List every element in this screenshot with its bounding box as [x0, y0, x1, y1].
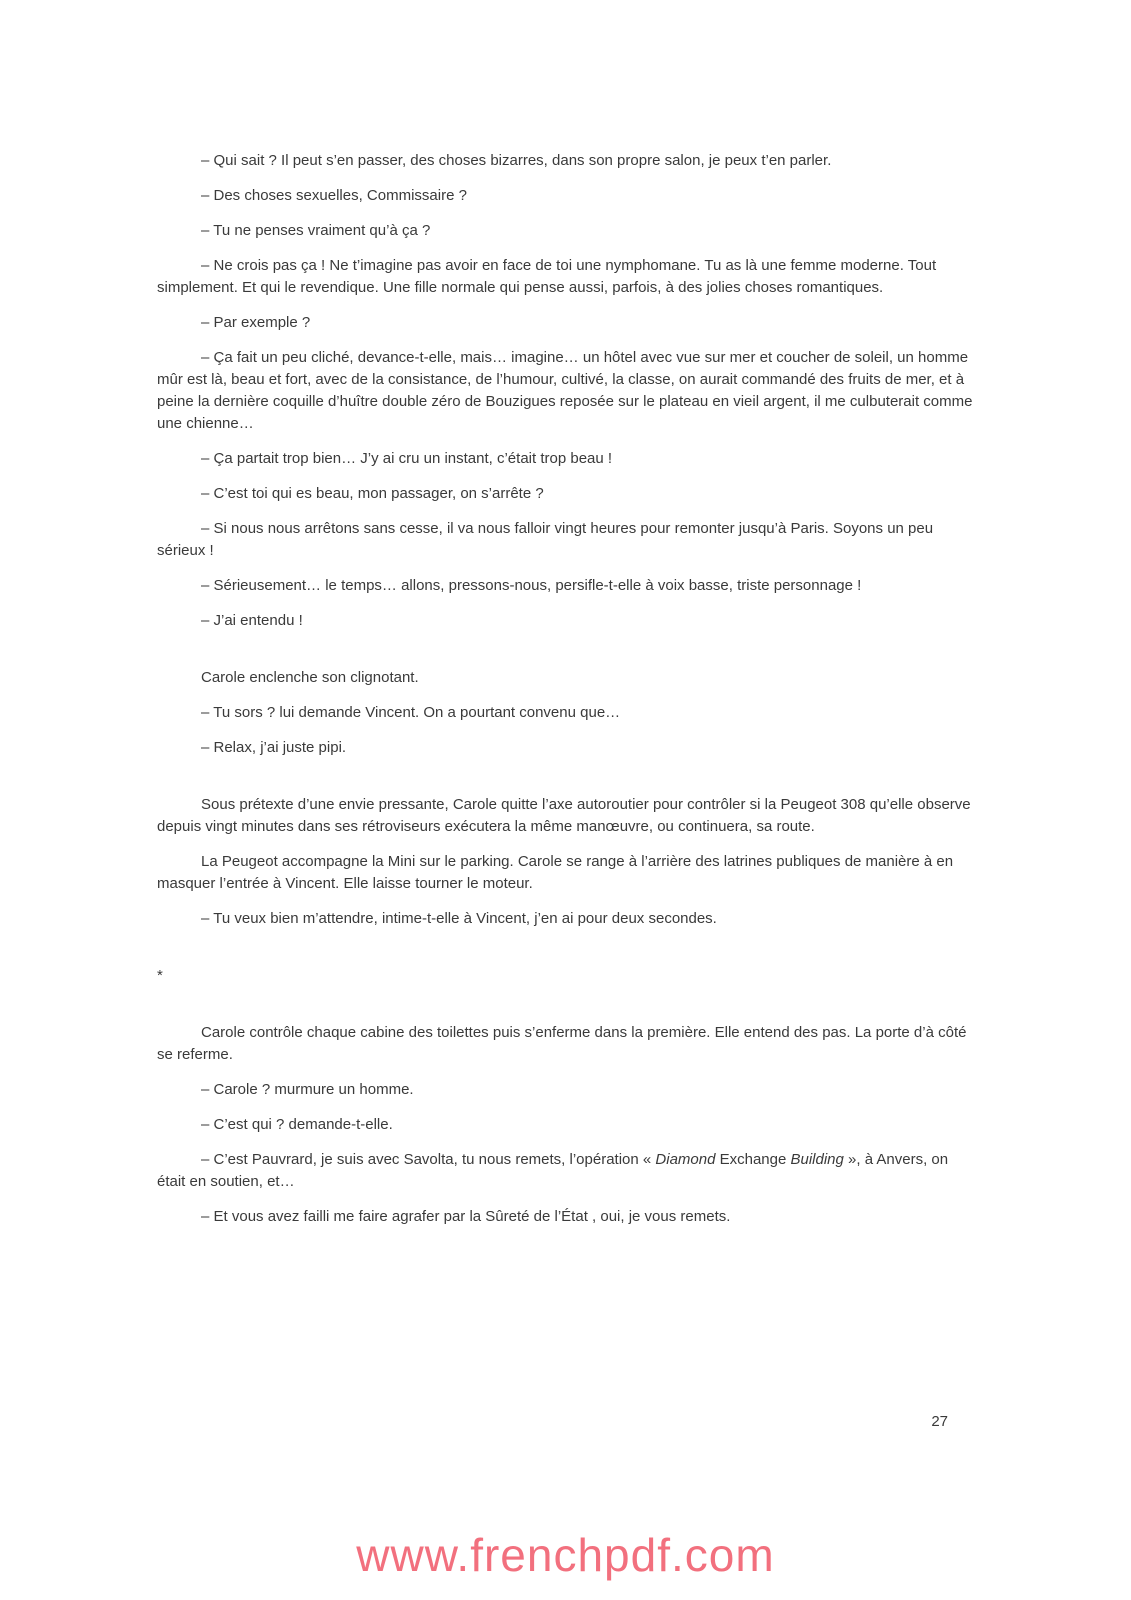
text-run: – Si nous nous arrêtons sans cesse, il va nous falloir vingt heures pour remonter jusqu’à Paris. Soyons un peu sérieux !	[157, 520, 934, 559]
paragraph	[157, 737, 979, 759]
watermark: www.frenchpdf.com	[356, 1529, 775, 1581]
text-run: – Tu veux bien m’attendre, intime-t-elle à Vincent, j’en ai pour deux secondes.	[201, 910, 717, 927]
paragraph	[157, 702, 979, 724]
page-number: 27	[931, 1413, 948, 1430]
text-run: – C’est toi qui es beau, mon passager, on s’arrête ?	[201, 485, 544, 502]
paragraph	[157, 610, 979, 632]
paragraph	[157, 1114, 979, 1136]
paragraph	[157, 483, 979, 505]
text-run: – Ne crois pas ça ! Ne t’imagine pas avoir en face de toi une nymphomane. Tu as là une femme moderne. Tout simplement. Et qui le revendique. Une fille normale qui pense aussi, parfois, à des jolies choses romantiques.	[157, 257, 937, 296]
page-content	[157, 150, 979, 1241]
paragraph	[157, 851, 979, 895]
text-run: Exchange	[715, 1151, 791, 1168]
text-run: Sous prétexte d’une envie pressante, Carole quitte l’axe autoroutier pour contrôler si la Peugeot 308 qu’elle observe depuis vingt minutes dans ses rétroviseurs exécutera la même manœuvre, ou continuera, sa route.	[157, 796, 971, 835]
text-run: – Sérieusement… le temps… allons, pressons-nous, persifle-t-elle à voix basse, triste personnage !	[201, 577, 862, 594]
paragraph	[157, 794, 979, 838]
text-run: – Ça fait un peu cliché, devance-t-elle, mais… imagine… un hôtel avec vue sur mer et coucher de soleil, un homme mûr est là, beau et fort, avec de la consistance, de l’humour, cultivé, la classe, on aurait commandé des fruits de mer, et à peine la dernière coquille d’huître double zéro de Bouzigues reposée sur le plateau en vieil argent, il me culbuterait comme une chienne…	[157, 349, 973, 432]
paragraph	[157, 575, 979, 597]
paragraph	[157, 255, 979, 299]
italic-text: Building	[790, 1151, 844, 1168]
paragraph	[157, 908, 979, 930]
paragraph	[157, 312, 979, 334]
text-run: Carole enclenche son clignotant.	[201, 669, 419, 686]
paragraph	[157, 518, 979, 562]
text-run: – Relax, j’ai juste pipi.	[201, 739, 347, 756]
section-separator	[157, 965, 979, 987]
text-run: – Des choses sexuelles, Commissaire ?	[201, 187, 467, 204]
text-run: *	[157, 967, 163, 984]
italic-text: Diamond	[655, 1151, 716, 1168]
text-run: Carole contrôle chaque cabine des toilettes puis s’enferme dans la première. Elle entend des pas. La porte d’à côté se referme.	[157, 1024, 967, 1063]
text-run: – J’ai entendu !	[201, 612, 303, 629]
text-run: – Par exemple ?	[201, 314, 311, 331]
text-run: – C’est Pauvrard, je suis avec Savolta, tu nous remets, l’opération «	[201, 1151, 656, 1168]
paragraph	[157, 667, 979, 689]
text-run: – Ça partait trop bien… J’y ai cru un instant, c’était trop beau !	[201, 450, 613, 467]
paragraph	[157, 1022, 979, 1066]
text-run: – Qui sait ? Il peut s’en passer, des choses bizarres, dans son propre salon, je peux t’en parler.	[201, 152, 832, 169]
text-run: », à Anvers, on était en soutien, et…	[157, 1151, 949, 1190]
paragraph	[157, 448, 979, 470]
paragraph	[157, 347, 979, 435]
text-run: – Tu sors ? lui demande Vincent. On a pourtant convenu que…	[201, 704, 621, 721]
text-run: – Tu ne penses vraiment qu’à ça ?	[201, 222, 431, 239]
text-run: – Et vous avez failli me faire agrafer par la Sûreté de l’État , oui, je vous remets.	[201, 1208, 731, 1225]
paragraph	[157, 150, 979, 172]
paragraph	[157, 185, 979, 207]
paragraph	[157, 1206, 979, 1228]
text-run: – Carole ? murmure un homme.	[201, 1081, 414, 1098]
paragraph	[157, 220, 979, 242]
paragraph	[157, 1149, 979, 1193]
text-run: – C’est qui ? demande-t-elle.	[201, 1116, 393, 1133]
paragraph	[157, 1079, 979, 1101]
text-run: La Peugeot accompagne la Mini sur le parking. Carole se range à l’arrière des latrines publiques de manière à en masquer l’entrée à Vincent. Elle laisse tourner le moteur.	[157, 853, 954, 892]
